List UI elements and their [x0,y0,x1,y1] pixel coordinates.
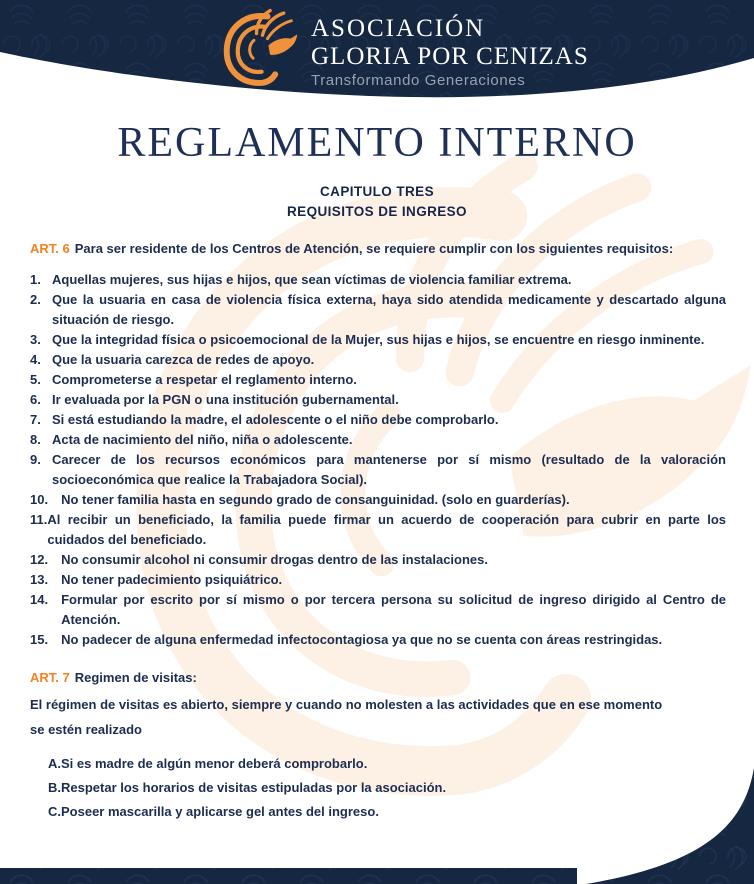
article7-heading [30,668,724,688]
item-text: Si es madre de algún menor deberá comprobarlo. [61,756,368,771]
org-wordmark [311,15,589,90]
item-number: 1. [30,272,41,287]
item-text: No consumir alcohol ni consumir drogas dentro de las instalaciones. [61,552,489,567]
item-text: Formular por escrito por sí mismo o por tercera persona su solicitud de ingreso dirigido al Centro de Atención. [61,592,726,627]
page-title: REGLAMENTO INTERNO [117,120,637,166]
requirement-item [30,390,726,410]
requirement-item [30,490,726,510]
item-number: 14. [30,592,49,607]
item-number: 6. [30,392,41,407]
visit-rule-item [48,752,724,776]
item-text: Si está estudiando la madre, el adolescente o el niño debe comprobarlo. [52,412,499,427]
item-number: 10. [30,492,49,507]
chapter-subtitle: REQUISITOS DE INGRESO [287,204,467,219]
item-number: 12. [30,552,49,567]
visit-rule-item [48,776,724,800]
item-text: Aquellas mujeres, sus hijas e hijos, que sean víctimas de violencia familiar extrema. [52,272,572,287]
item-text: Respetar los horarios de visitas estipuladas por la asociación. [61,780,447,795]
item-number: 3. [30,332,41,347]
item-text: Poseer mascarilla y aplicarse gel antes del ingreso. [61,804,379,819]
article6-label: ART. 6 [30,241,70,256]
chapter-heading [0,182,754,222]
item-number: 13. [30,572,49,587]
item-number: 11. [30,512,48,527]
requirement-item [30,630,726,650]
article6-intro [30,236,724,262]
requirement-item [30,570,726,590]
item-text: Que la usuaria carezca de redes de apoyo. [52,352,315,367]
org-name-line2: GLORIA POR CENIZAS [311,43,589,70]
requirement-item [30,350,726,370]
item-text: Al recibir un beneficiado, la familia puede firmar un acuerdo de cooperación para cubrir en parte los cuidados del beneficiado. [47,512,726,547]
org-tagline: Transformando Generaciones [311,72,526,89]
item-letter: C. [48,804,61,819]
requirement-item [30,290,726,330]
item-number: 4. [30,352,41,367]
item-letter: A. [48,756,61,771]
requirements-list [30,270,726,650]
item-text: Ir evaluada por la PGN o una institución gubernamental. [52,392,399,407]
requirement-item [30,430,726,450]
visit-rules-list [48,752,724,824]
item-number: 9. [30,452,41,467]
requirement-item [30,590,726,630]
item-text: Que la integridad física o psicoemocional de la Mujer, sus hijas e hijos, se encuentre en riesgo inminente. [52,332,705,347]
article7-label: ART. 7 [30,670,70,685]
item-text: Acta de nacimiento del niño, niña o adolescente. [52,432,353,447]
item-text: Carecer de los recursos económicos para mantenerse por sí mismo (resultado de la valoración socioeconómica que realice la Trabajadora Social). [52,452,726,487]
item-text: Que la usuaria en casa de violencia física externa, haya sido atendida medicamente y descartado alguna situación de riesgo. [52,292,726,327]
org-name-line1: ASOCIACIÓN [311,15,486,42]
requirement-item [30,550,726,570]
requirement-item [30,410,726,430]
item-letter: B. [48,780,61,795]
item-text: Comprometerse a respetar el reglamento interno. [52,372,357,387]
requirement-item [30,450,726,490]
article7-body: El régimen de visitas es abierto, siempre y cuando no molesten a las actividades que en ese momento se estén realizado [30,697,663,737]
requirement-item [30,370,726,390]
item-number: 2. [30,292,41,307]
item-number: 7. [30,412,41,427]
item-number: 15. [30,632,49,647]
article6-intro-text: Para ser residente de los Centros de Atención, se requiere cumplir con los siguientes requisitos: [74,241,674,256]
requirement-item [30,270,726,290]
item-number: 8. [30,432,41,447]
chapter-title: CAPITULO TRES [320,184,434,199]
item-text: No tener familia hasta en segundo grado de consanguinidad. (solo en guarderías). [61,492,570,507]
requirement-item [30,330,726,350]
article7-heading-text: Regimen de visitas: [74,670,197,685]
item-text: No padecer de alguna enfermedad infectocontagiosa ya que no se cuenta con áreas restringidas. [61,632,663,647]
item-number: 5. [30,372,41,387]
item-text: No tener padecimiento psiquiátrico. [61,572,283,587]
visit-rule-item [48,800,724,824]
requirement-item [30,510,726,550]
